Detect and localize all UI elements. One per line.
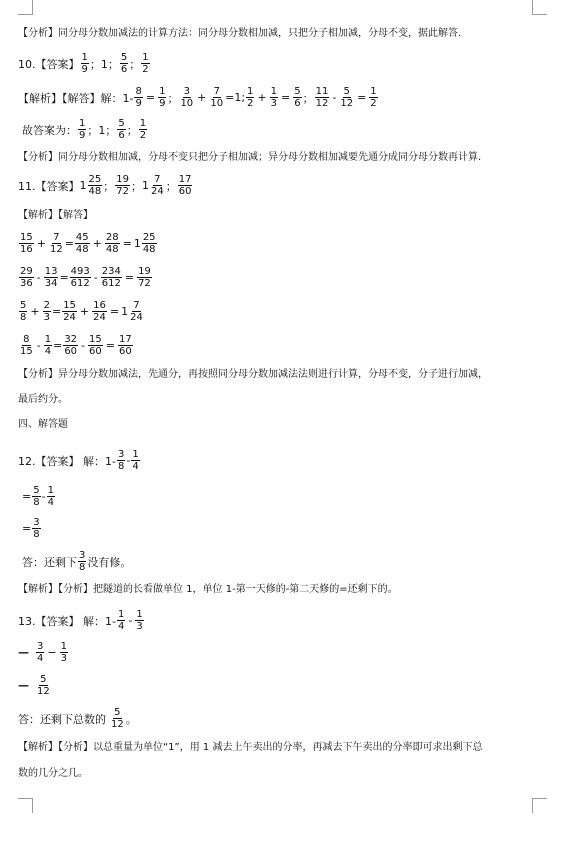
q13-analysis-b: 数的几分之几。	[18, 768, 88, 779]
fraction	[115, 174, 130, 197]
numerator: 1	[81, 52, 88, 63]
numerator: 1	[117, 609, 125, 620]
fraction	[179, 86, 194, 109]
denominator: 6	[294, 98, 301, 109]
numerator: 1	[79, 118, 86, 129]
fraction	[19, 266, 34, 289]
numerator: 15	[20, 232, 33, 243]
denominator: 24	[130, 312, 143, 323]
fraction	[19, 232, 34, 255]
q13-final	[18, 707, 137, 730]
fraction	[339, 86, 354, 109]
q11-row-4: $\frac{8}{15}$ - $\frac{1}{4}$ = $\frac{32}{60}$ - $\frac{15}{60}$ = $\frac{17}{60}$	[20, 334, 132, 357]
fraction	[369, 86, 377, 109]
denominator: 8	[33, 529, 40, 540]
numerator: 13	[44, 266, 58, 277]
fraction	[92, 300, 107, 323]
denominator: 9	[81, 64, 88, 75]
numerator: 5	[294, 86, 301, 97]
analysis-11-a: 【分析】异分母分数加减法，先通分，再按照同分母分数加减法法则进行计算，分母不变，分子进行加减，	[18, 369, 488, 380]
fraction	[63, 334, 78, 357]
denominator: 4	[44, 346, 52, 357]
fraction	[36, 641, 44, 664]
denominator: 16	[20, 244, 33, 255]
final-label: 答：还剩下总数的	[18, 712, 106, 726]
section-title: 四、解答题	[18, 419, 68, 430]
final-label: 答：还剩下	[22, 555, 77, 569]
numerator: 17	[118, 334, 132, 345]
fraction	[32, 517, 40, 540]
numerator: 3	[117, 449, 125, 460]
fraction	[88, 174, 103, 197]
numerator: 5	[118, 118, 125, 129]
q12-analysis: 【解析】【分析】把隧道的长看做单位 1，单位 1-第一天修的-第二天修的=还剩下的。	[18, 584, 398, 595]
numerator: 8	[23, 334, 30, 345]
denominator: 72	[116, 186, 129, 197]
fraction	[75, 232, 90, 255]
whole-number: 1	[121, 305, 129, 318]
fraction	[141, 52, 149, 75]
fraction	[150, 174, 165, 197]
fraction	[78, 550, 86, 573]
fraction	[137, 266, 152, 289]
fraction	[49, 232, 64, 255]
q10-label: 10.【答案】	[18, 57, 80, 71]
denominator: 9	[159, 98, 166, 109]
crop-mark-bottom-left	[18, 798, 33, 813]
q11-row-3: $\frac{5}{8}$ + $\frac{2}{3}$ = $\frac{15}{24}$ + $\frac{16}{24}$ = 1 $\frac{7}{24}$	[20, 300, 143, 323]
fraction	[142, 232, 157, 255]
q11-row-2: $\frac{29}{36}$ - $\frac{13}{34}$ = $\frac{493}{612}$ - $\frac{234}{612}$ = $\frac{19}{72}$	[20, 266, 151, 289]
fraction	[270, 86, 278, 109]
numerator: 3	[37, 641, 44, 652]
denominator: 2	[139, 130, 147, 141]
denominator: 15	[20, 346, 33, 357]
fraction	[117, 118, 125, 141]
numerator: 5	[33, 485, 40, 496]
numerator: 1	[47, 485, 54, 496]
numerator: 8	[135, 86, 142, 97]
fraction	[88, 334, 103, 357]
fraction	[32, 485, 40, 508]
numerator: 7	[213, 86, 220, 97]
numerator: 15	[89, 334, 102, 345]
denominator: 24	[150, 186, 164, 197]
numerator: 5	[20, 300, 27, 311]
numerator: 45	[75, 232, 89, 243]
denominator: 60	[64, 346, 78, 357]
numerator: 16	[93, 300, 106, 311]
fraction	[118, 334, 133, 357]
q13-step-2: — $\frac{5}{12}$	[18, 674, 50, 697]
separator: ；	[129, 57, 141, 71]
denominator: 48	[105, 244, 119, 255]
numerator: 1	[270, 86, 278, 97]
denominator: 4	[132, 461, 139, 472]
denominator: 4	[47, 497, 54, 508]
denominator: 34	[44, 278, 58, 289]
q11-label: 11.【答案】	[18, 179, 80, 193]
numerator: 1	[139, 118, 147, 129]
fraction	[19, 300, 27, 323]
whole-number: 1	[79, 179, 87, 192]
numerator: 15	[63, 300, 76, 311]
crop-mark-top-left	[18, 0, 33, 15]
denominator: 48	[142, 244, 156, 255]
numerator: 5	[114, 707, 121, 718]
denominator: 3	[270, 98, 278, 109]
denominator: 12	[49, 244, 63, 255]
denominator: 60	[89, 346, 102, 357]
denominator: 12	[340, 98, 354, 109]
numerator: 1	[132, 449, 139, 460]
numerator: 3	[33, 517, 40, 528]
denominator: 48	[88, 186, 102, 197]
final-tail: 没有修。	[87, 555, 132, 569]
whole-number: 1	[133, 237, 141, 250]
numerator: 1	[60, 641, 67, 652]
q12-label: 12.【答案】 解：1-	[18, 454, 116, 468]
fraction	[36, 674, 51, 697]
denominator: 12	[37, 686, 50, 697]
denominator: 8	[33, 497, 40, 508]
numerator: 7	[154, 174, 161, 185]
fraction	[110, 707, 125, 730]
q10-final	[22, 118, 148, 141]
denominator: 8	[20, 312, 27, 323]
denominator: 8	[79, 562, 86, 573]
numerator: 5	[40, 674, 47, 685]
denominator: 2	[142, 64, 149, 75]
separator: ；	[126, 123, 138, 137]
denominator: 24	[63, 312, 76, 323]
fraction	[43, 300, 51, 323]
q11-solution-label: 【解析】【解答】	[18, 210, 93, 221]
denominator: 3	[43, 312, 50, 323]
numerator: 5	[343, 86, 350, 97]
fraction	[117, 609, 125, 632]
fraction	[117, 449, 125, 472]
fraction	[178, 174, 193, 197]
numerator: 11	[315, 86, 329, 97]
numerator: 29	[20, 266, 33, 277]
numerator: 1	[44, 334, 52, 345]
numerator: 25	[88, 174, 102, 185]
q11-row-1: $\frac{15}{16}$ + $\frac{7}{12}$ = $\frac{45}{48}$ + $\frac{28}{48}$ = 1 $\frac{25}{48}$	[20, 232, 156, 255]
final-tail: 。	[125, 712, 137, 726]
q13-label: 13.【答案】 解：1-	[18, 614, 116, 628]
fraction	[131, 449, 139, 472]
fraction	[78, 118, 86, 141]
q10-solution: 【解析】【解答】解：1- $\frac{8}{9}$ = $\frac{1}{9}$ ； $\frac{3}{10}$ + $\frac{7}{10}$ =1; $\frac{1}{2}$ + $\frac{1}{3}$ = $\frac{5}{6}$ ； $\frac{11}{12}$ - $\frac{5}{12}$ = $\frac{1}{2}$	[18, 86, 377, 109]
fraction	[246, 86, 254, 109]
denominator: 9	[135, 98, 142, 109]
denominator: 4	[37, 653, 44, 664]
q13-step-1: — $\frac{3}{4}$ − $\frac{1}{3}$	[18, 641, 67, 664]
analysis-9: 【分析】同分母分数加减法的计算方法：同分母分数相加减，只把分子相加减，分母不变，据此解答.	[18, 28, 462, 39]
fraction	[158, 86, 166, 109]
fraction	[81, 52, 89, 75]
q12-step-1: = $\frac{5}{8}$ - $\frac{1}{4}$	[22, 485, 54, 508]
fraction	[209, 86, 224, 109]
final-label: 故答案为：	[22, 123, 77, 137]
numerator: 19	[138, 266, 151, 277]
fraction	[139, 118, 147, 141]
separator: ；1；	[89, 57, 119, 71]
numerator: 1	[136, 609, 143, 620]
fraction	[47, 485, 55, 508]
fraction	[62, 300, 77, 323]
denominator: 2	[247, 98, 254, 109]
q11-answer: 11.【答案】 1 $\frac{25}{48}$ ； $\frac{19}{72}$ ； 1 $\frac{7}{24}$ ； $\frac{17}{60}$	[18, 174, 192, 197]
denominator: 3	[136, 621, 143, 632]
numerator: 5	[120, 52, 128, 63]
q12-answer: 12.【答案】 解：1- $\frac{3}{8}$ - $\frac{1}{4}$	[18, 449, 139, 472]
denominator: 612	[101, 278, 121, 289]
denominator: 10	[180, 98, 194, 109]
denominator: 12	[315, 98, 329, 109]
numerator: 1	[142, 52, 149, 63]
q13-analysis-a: 【解析】【分析】以总重量为单位“1”，用 1 减去上午卖出的分率，再减去下午卖出的分率即可求出剩下总	[18, 742, 483, 753]
numerator: 3	[183, 86, 190, 97]
denominator: 6	[118, 130, 125, 141]
numerator: 1	[370, 86, 377, 97]
numerator: 7	[53, 232, 60, 243]
denominator: 9	[79, 130, 86, 141]
fraction	[129, 300, 144, 323]
denominator: 3	[60, 653, 67, 664]
numerator: 2	[43, 300, 50, 311]
fraction	[120, 52, 128, 75]
q13-answer: 13.【答案】 解：1- $\frac{1}{4}$ - $\frac{1}{3}$	[18, 609, 143, 632]
denominator: 10	[210, 98, 224, 109]
fraction	[101, 266, 122, 289]
denominator: 48	[75, 244, 89, 255]
numerator: 17	[178, 174, 192, 185]
fraction	[135, 609, 143, 632]
analysis-11-b: 最后约分。	[18, 394, 68, 405]
solution-label: 【解析】【解答】解：1-	[18, 91, 134, 105]
numerator: 25	[142, 232, 156, 243]
denominator: 4	[117, 621, 125, 632]
fraction	[44, 334, 52, 357]
denominator: 2	[370, 98, 377, 109]
numerator: 1	[247, 86, 254, 97]
numerator: 7	[133, 300, 140, 311]
q12-final	[22, 550, 131, 573]
q12-step-2: = $\frac{3}{8}$	[22, 517, 40, 540]
fraction	[60, 641, 68, 664]
q10-answer	[18, 52, 151, 75]
denominator: 612	[70, 278, 90, 289]
whole-number: 1	[141, 179, 149, 192]
numerator: 32	[64, 334, 78, 345]
separator: ；1；	[87, 123, 117, 137]
numerator: 234	[101, 266, 121, 277]
fraction	[44, 266, 59, 289]
fraction	[19, 334, 34, 357]
fraction	[70, 266, 91, 289]
denominator: 24	[93, 312, 106, 323]
denominator: 60	[178, 186, 192, 197]
denominator: 8	[117, 461, 125, 472]
fraction	[105, 232, 120, 255]
crop-mark-bottom-right	[532, 798, 547, 813]
crop-mark-top-right	[532, 0, 547, 15]
denominator: 6	[120, 64, 128, 75]
analysis-10: 【分析】同分母分数相加减，分母不变只把分子相加减；异分母分数相加减要先通分成同分母分数再计算.	[18, 152, 482, 163]
numerator: 3	[79, 550, 86, 561]
denominator: 72	[138, 278, 151, 289]
numerator: 19	[116, 174, 129, 185]
eq-one: =1;	[225, 91, 246, 104]
numerator: 1	[159, 86, 166, 97]
fraction	[293, 86, 301, 109]
denominator: 12	[111, 719, 124, 730]
denominator: 60	[118, 346, 132, 357]
fraction	[315, 86, 330, 109]
numerator: 493	[70, 266, 90, 277]
denominator: 36	[20, 278, 33, 289]
fraction	[134, 86, 142, 109]
numerator: 28	[105, 232, 119, 243]
